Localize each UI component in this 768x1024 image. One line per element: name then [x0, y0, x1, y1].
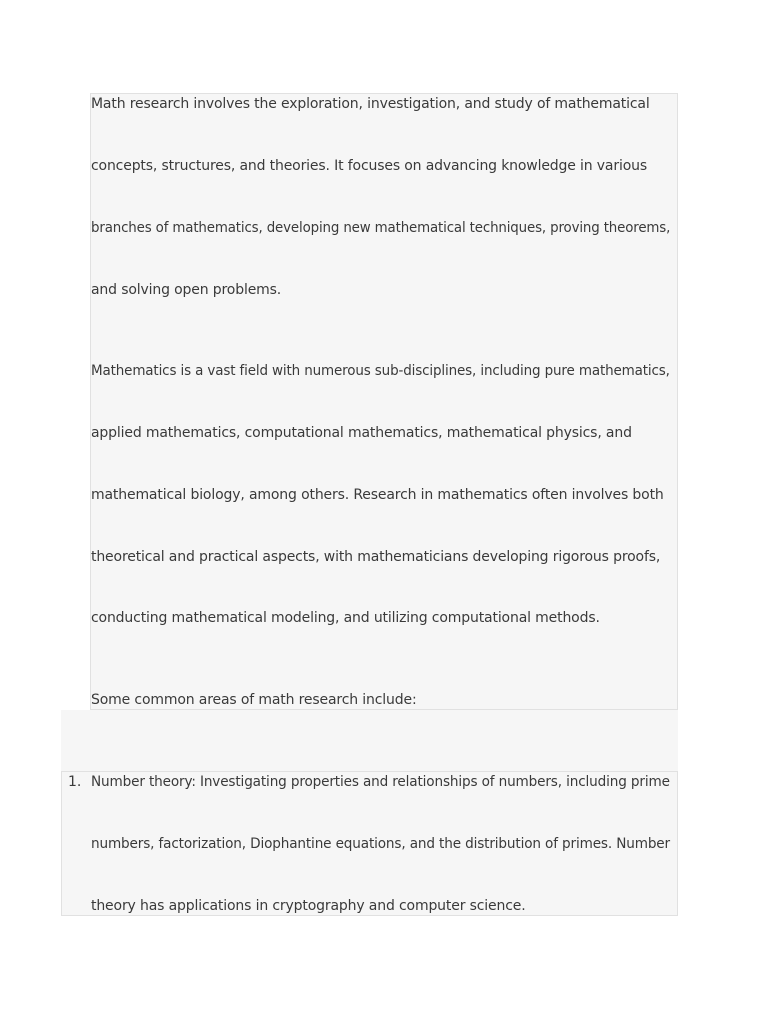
paragraph-2-line-4: theoretical and practical aspects, with mathematicians developing rigorous proofs,: [91, 549, 661, 565]
list-intro: Some common areas of math research include:: [91, 692, 417, 708]
section-gap: [61, 710, 678, 772]
paragraph-1-line-3: branches of mathematics, developing new mathematical techniques, proving theorems,: [91, 220, 671, 236]
paragraph-1-line-2: concepts, structures, and theories. It focuses on advancing knowledge in various: [91, 158, 647, 174]
paragraph-2-line-3: mathematical biology, among others. Research in mathematics often involves both: [91, 487, 664, 503]
list-item-line-1: Number theory: Investigating properties and relationships of numbers, including prime: [91, 774, 670, 790]
list-item-number: 1.: [68, 774, 82, 790]
paragraph-2-line-5: conducting mathematical modeling, and utilizing computational methods.: [91, 610, 600, 626]
list-item-line-2: numbers, factorization, Diophantine equations, and the distribution of primes. Number: [91, 836, 670, 852]
list-item-line-3: theory has applications in cryptography and computer science.: [91, 898, 526, 914]
paragraph-2-line-2: applied mathematics, computational mathematics, mathematical physics, and: [91, 425, 632, 441]
paragraph-1-line-4: and solving open problems.: [91, 282, 282, 298]
paragraph-1-line-1: Math research involves the exploration, investigation, and study of mathematical: [91, 96, 650, 112]
paragraph-2-line-1: Mathematics is a vast field with numerous sub-disciplines, including pure mathematics,: [91, 363, 670, 379]
